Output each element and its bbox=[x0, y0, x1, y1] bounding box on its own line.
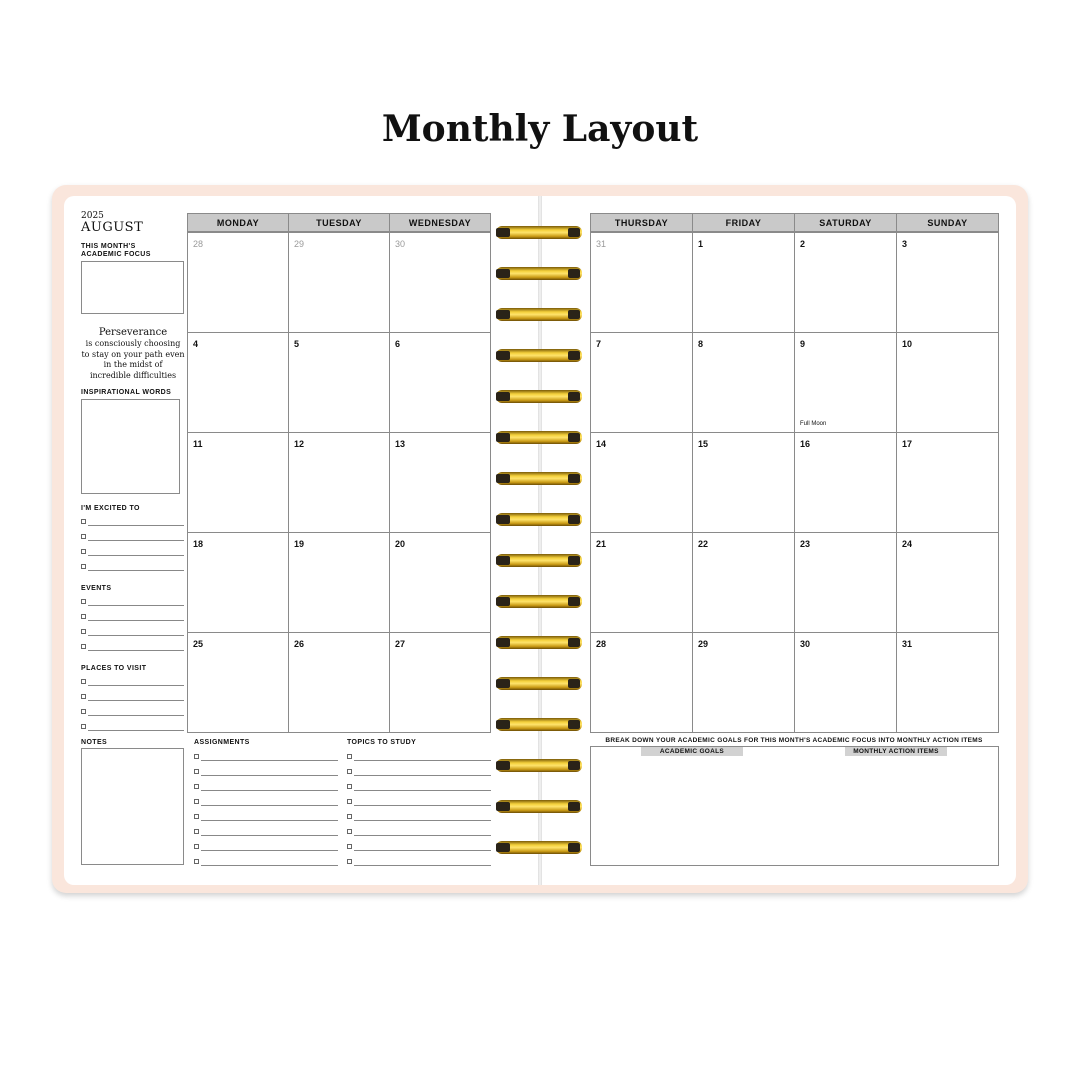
day-number: 12 bbox=[294, 439, 305, 449]
day-cell[interactable] bbox=[289, 332, 390, 432]
ring-hole bbox=[496, 515, 510, 524]
day-cell[interactable] bbox=[390, 332, 491, 432]
ring-hole bbox=[496, 351, 510, 360]
day-number: 6 bbox=[395, 339, 401, 349]
events-label: EVENTS bbox=[81, 585, 112, 592]
checklist-row[interactable] bbox=[347, 766, 491, 781]
day-cell[interactable] bbox=[188, 632, 289, 732]
day-cell[interactable] bbox=[795, 232, 897, 332]
checkbox-icon[interactable] bbox=[81, 534, 86, 539]
day-number: 31 bbox=[902, 639, 913, 649]
ring-hole bbox=[496, 228, 510, 237]
day-number: 1 bbox=[698, 239, 704, 249]
topics-to-study-label: TOPICS TO STUDY bbox=[347, 739, 417, 746]
day-number: 7 bbox=[596, 339, 602, 349]
spiral-ring bbox=[496, 595, 582, 608]
checklist-row[interactable] bbox=[194, 796, 338, 811]
day-cell[interactable] bbox=[390, 232, 491, 332]
spiral-ring bbox=[496, 472, 582, 485]
places-to-visit-checklist bbox=[81, 676, 184, 736]
ring-hole bbox=[568, 474, 580, 483]
month-label: AUGUST bbox=[81, 220, 144, 235]
day-number: 31 bbox=[596, 239, 607, 249]
checklist-row[interactable] bbox=[194, 781, 338, 796]
quote-line: is consciously choosing bbox=[85, 339, 181, 348]
checklist-row[interactable] bbox=[347, 841, 491, 856]
academic-focus-label-line1: THIS MONTH'S bbox=[81, 243, 136, 250]
day-cell[interactable] bbox=[289, 432, 390, 532]
day-cell[interactable] bbox=[390, 632, 491, 732]
checkbox-icon[interactable] bbox=[81, 629, 86, 634]
checklist-row[interactable] bbox=[194, 811, 338, 826]
day-cell[interactable] bbox=[390, 432, 491, 532]
write-line bbox=[201, 775, 338, 776]
write-line bbox=[354, 805, 491, 806]
checkbox-icon[interactable] bbox=[347, 814, 352, 819]
day-number: 20 bbox=[395, 539, 406, 549]
academic-focus-label-line2: ACADEMIC FOCUS bbox=[81, 251, 151, 258]
write-line bbox=[354, 760, 491, 761]
checklist-row[interactable] bbox=[194, 826, 338, 841]
checklist-row[interactable] bbox=[81, 676, 184, 691]
checkbox-icon[interactable] bbox=[194, 844, 199, 849]
spiral-ring bbox=[496, 677, 582, 690]
checklist-row[interactable] bbox=[194, 751, 338, 766]
weekday-label: MONDAY bbox=[188, 214, 289, 231]
spiral-ring bbox=[496, 431, 582, 444]
write-line bbox=[201, 835, 338, 836]
checklist-row[interactable] bbox=[347, 751, 491, 766]
ring-hole bbox=[496, 679, 510, 688]
excited-to-label: I'M EXCITED TO bbox=[81, 505, 140, 512]
day-number: 28 bbox=[596, 639, 607, 649]
weekday-label: SATURDAY bbox=[795, 214, 897, 231]
write-line bbox=[354, 775, 491, 776]
checkbox-icon[interactable] bbox=[194, 799, 199, 804]
topics-to-study-checklist bbox=[347, 751, 491, 871]
spiral-ring bbox=[496, 390, 582, 403]
day-number: 26 bbox=[294, 639, 305, 649]
checkbox-icon[interactable] bbox=[81, 679, 86, 684]
spiral-ring bbox=[496, 349, 582, 362]
checklist-row[interactable] bbox=[347, 826, 491, 841]
write-line bbox=[354, 835, 491, 836]
write-line bbox=[88, 555, 184, 556]
inspirational-words-label: INSPIRATIONAL WORDS bbox=[81, 389, 172, 396]
checklist-row[interactable] bbox=[81, 611, 184, 626]
write-line bbox=[88, 715, 184, 716]
checklist-row[interactable] bbox=[81, 596, 184, 611]
ring-hole bbox=[496, 720, 510, 729]
spiral-ring bbox=[496, 554, 582, 567]
ring-hole bbox=[568, 597, 580, 606]
day-number: 25 bbox=[193, 639, 204, 649]
spiral-ring bbox=[496, 841, 582, 854]
spiral-ring bbox=[496, 718, 582, 731]
day-cell[interactable] bbox=[897, 432, 999, 532]
ring-hole bbox=[568, 515, 580, 524]
checklist-row[interactable] bbox=[347, 781, 491, 796]
places-to-visit-label: PLACES TO VISIT bbox=[81, 665, 147, 672]
ring-hole bbox=[568, 392, 580, 401]
ring-hole bbox=[496, 433, 510, 442]
day-number: 15 bbox=[698, 439, 709, 449]
ring-hole bbox=[496, 761, 510, 770]
checklist-row[interactable] bbox=[81, 641, 184, 656]
weekday-header-right bbox=[590, 213, 999, 232]
day-number: 14 bbox=[596, 439, 607, 449]
ring-hole bbox=[496, 310, 510, 319]
weekday-label: TUESDAY bbox=[289, 214, 390, 231]
day-number: 8 bbox=[698, 339, 704, 349]
ring-hole bbox=[496, 556, 510, 565]
write-line bbox=[88, 525, 184, 526]
day-cell[interactable] bbox=[693, 532, 795, 632]
day-number: 5 bbox=[294, 339, 300, 349]
day-number: 29 bbox=[294, 239, 305, 249]
day-number: 9 bbox=[800, 339, 806, 349]
spiral-ring bbox=[496, 800, 582, 813]
spiral-ring bbox=[496, 513, 582, 526]
day-number: 23 bbox=[800, 539, 811, 549]
write-line bbox=[88, 605, 184, 606]
checklist-row[interactable] bbox=[81, 531, 184, 546]
notes-label: NOTES bbox=[81, 739, 108, 746]
day-cell[interactable] bbox=[897, 632, 999, 732]
excited-to-checklist bbox=[81, 516, 184, 576]
day-number: 21 bbox=[596, 539, 607, 549]
checklist-row[interactable] bbox=[194, 766, 338, 781]
checklist-row[interactable] bbox=[81, 691, 184, 706]
checklist-row[interactable] bbox=[81, 516, 184, 531]
day-number: 29 bbox=[698, 639, 709, 649]
write-line bbox=[201, 850, 338, 851]
inspirational-words-box[interactable] bbox=[81, 399, 180, 494]
academic-focus-label bbox=[81, 243, 151, 259]
checkbox-icon[interactable] bbox=[81, 724, 86, 729]
spiral-ring bbox=[496, 267, 582, 280]
events-checklist bbox=[81, 596, 184, 656]
write-line bbox=[88, 620, 184, 621]
day-cell[interactable] bbox=[897, 532, 999, 632]
quote-line: in the midst of bbox=[103, 360, 163, 369]
day-cell[interactable] bbox=[897, 332, 999, 432]
ring-hole bbox=[568, 761, 580, 770]
checkbox-icon[interactable] bbox=[194, 814, 199, 819]
ring-hole bbox=[568, 638, 580, 647]
day-number: 2 bbox=[800, 239, 806, 249]
checklist-row[interactable] bbox=[347, 796, 491, 811]
ring-hole bbox=[568, 720, 580, 729]
day-cell[interactable] bbox=[795, 532, 897, 632]
checkbox-icon[interactable] bbox=[81, 549, 86, 554]
write-line bbox=[201, 865, 338, 866]
checkbox-icon[interactable] bbox=[81, 644, 86, 649]
ring-hole bbox=[496, 843, 510, 852]
checklist-row[interactable] bbox=[81, 706, 184, 721]
academic-goals-label: ACADEMIC GOALS bbox=[641, 747, 743, 756]
day-number: 11 bbox=[193, 439, 203, 449]
checklist-row[interactable] bbox=[194, 841, 338, 856]
day-cell[interactable] bbox=[591, 332, 693, 432]
write-line bbox=[88, 730, 184, 731]
ring-hole bbox=[568, 433, 580, 442]
spiral-ring bbox=[496, 636, 582, 649]
day-number: 30 bbox=[800, 639, 811, 649]
day-cell[interactable] bbox=[188, 432, 289, 532]
year-label: 2025 bbox=[81, 211, 104, 221]
quote-block bbox=[81, 327, 185, 381]
assignments-checklist bbox=[194, 751, 338, 871]
quote-line: to stay on your path even bbox=[81, 349, 185, 359]
write-line bbox=[88, 650, 184, 651]
assignments-label: ASSIGNMENTS bbox=[194, 739, 250, 746]
ring-hole bbox=[496, 638, 510, 647]
day-number: 24 bbox=[902, 539, 913, 549]
day-cell[interactable] bbox=[188, 532, 289, 632]
checkbox-icon[interactable] bbox=[81, 614, 86, 619]
day-cell[interactable] bbox=[289, 632, 390, 732]
checkbox-icon[interactable] bbox=[81, 564, 86, 569]
day-cell[interactable] bbox=[390, 532, 491, 632]
weekday-label: WEDNESDAY bbox=[408, 218, 472, 228]
checkbox-icon[interactable] bbox=[347, 844, 352, 849]
page-title: Monthly Layout bbox=[381, 108, 699, 150]
day-cell[interactable] bbox=[591, 232, 693, 332]
checklist-row[interactable] bbox=[347, 811, 491, 826]
checkbox-icon[interactable] bbox=[194, 829, 199, 834]
day-number: 10 bbox=[902, 339, 913, 349]
day-cell[interactable] bbox=[897, 232, 999, 332]
calendar-grid-left bbox=[187, 232, 491, 733]
day-number: 22 bbox=[698, 539, 709, 549]
checklist-row[interactable] bbox=[347, 856, 491, 871]
ring-hole bbox=[568, 802, 580, 811]
weekday-label: SUNDAY bbox=[927, 218, 968, 228]
day-cell[interactable] bbox=[188, 232, 289, 332]
day-note: Full Moon bbox=[800, 421, 827, 427]
day-cell[interactable] bbox=[795, 632, 897, 732]
write-line bbox=[201, 790, 338, 791]
day-cell[interactable] bbox=[693, 232, 795, 332]
day-cell[interactable] bbox=[795, 332, 897, 432]
day-number: 30 bbox=[395, 239, 406, 249]
ring-hole bbox=[496, 597, 510, 606]
checkbox-icon[interactable] bbox=[81, 709, 86, 714]
write-line bbox=[88, 540, 184, 541]
ring-hole bbox=[568, 269, 580, 278]
goals-box[interactable] bbox=[590, 746, 999, 866]
write-line bbox=[88, 685, 184, 686]
checkbox-icon[interactable] bbox=[347, 754, 352, 759]
write-line bbox=[88, 635, 184, 636]
write-line bbox=[201, 760, 338, 761]
day-number: 28 bbox=[193, 239, 204, 249]
write-line bbox=[354, 790, 491, 791]
day-number: 27 bbox=[395, 639, 406, 649]
day-number: 19 bbox=[294, 539, 305, 549]
ring-hole bbox=[568, 556, 580, 565]
ring-hole bbox=[496, 474, 510, 483]
checkbox-icon[interactable] bbox=[194, 769, 199, 774]
checkbox-icon[interactable] bbox=[81, 519, 86, 524]
write-line bbox=[354, 865, 491, 866]
checkbox-icon[interactable] bbox=[347, 799, 352, 804]
page-gutter bbox=[538, 196, 542, 885]
weekday-header-left bbox=[187, 213, 491, 232]
ring-hole bbox=[568, 351, 580, 360]
checkbox-icon[interactable] bbox=[194, 754, 199, 759]
day-number: 17 bbox=[902, 439, 913, 449]
quote-title: Perseverance bbox=[98, 327, 168, 338]
day-cell[interactable] bbox=[693, 632, 795, 732]
ring-hole bbox=[568, 310, 580, 319]
ring-hole bbox=[568, 679, 580, 688]
goals-caption: BREAK DOWN YOUR ACADEMIC GOALS FOR THIS MONTH'S ACADEMIC FOCUS INTO MONTHLY ACTION ITEMS bbox=[605, 737, 983, 744]
write-line bbox=[88, 570, 184, 571]
checklist-row[interactable] bbox=[81, 561, 184, 576]
write-line bbox=[88, 700, 184, 701]
day-cell[interactable] bbox=[188, 332, 289, 432]
day-number: 3 bbox=[902, 239, 908, 249]
checkbox-icon[interactable] bbox=[347, 829, 352, 834]
ring-hole bbox=[568, 843, 580, 852]
checkbox-icon[interactable] bbox=[347, 769, 352, 774]
day-cell[interactable] bbox=[289, 232, 390, 332]
ring-hole bbox=[496, 802, 510, 811]
checklist-row[interactable] bbox=[81, 626, 184, 641]
checkbox-icon[interactable] bbox=[81, 599, 86, 604]
checkbox-icon[interactable] bbox=[347, 859, 352, 864]
spiral-ring bbox=[496, 308, 582, 321]
weekday-label: FRIDAY bbox=[693, 214, 795, 231]
write-line bbox=[354, 820, 491, 821]
spiral-ring bbox=[496, 759, 582, 772]
day-number: 13 bbox=[395, 439, 406, 449]
notes-box[interactable] bbox=[81, 748, 184, 865]
checkbox-icon[interactable] bbox=[81, 694, 86, 699]
checkbox-icon[interactable] bbox=[194, 784, 199, 789]
quote-line: incredible difficulties bbox=[89, 370, 177, 380]
ring-hole bbox=[496, 392, 510, 401]
calendar-grid-right bbox=[590, 232, 999, 733]
checklist-row[interactable] bbox=[194, 856, 338, 871]
checkbox-icon[interactable] bbox=[347, 784, 352, 789]
checklist-row[interactable] bbox=[81, 546, 184, 561]
checklist-row[interactable] bbox=[81, 721, 184, 736]
day-cell[interactable] bbox=[591, 532, 693, 632]
day-number: 4 bbox=[193, 339, 199, 349]
write-line bbox=[201, 820, 338, 821]
weekday-label: THURSDAY bbox=[591, 214, 693, 231]
day-cell[interactable] bbox=[693, 432, 795, 532]
ring-hole bbox=[496, 269, 510, 278]
write-line bbox=[354, 850, 491, 851]
monthly-action-items-label: MONTHLY ACTION ITEMS bbox=[845, 747, 947, 756]
day-cell[interactable] bbox=[795, 432, 897, 532]
day-cell[interactable] bbox=[591, 432, 693, 532]
day-number: 16 bbox=[800, 439, 811, 449]
spiral-ring bbox=[496, 226, 582, 239]
day-cell[interactable] bbox=[591, 632, 693, 732]
day-cell[interactable] bbox=[289, 532, 390, 632]
day-cell[interactable] bbox=[693, 332, 795, 432]
checkbox-icon[interactable] bbox=[194, 859, 199, 864]
academic-focus-box[interactable] bbox=[81, 261, 184, 314]
day-number: 18 bbox=[193, 539, 204, 549]
ring-hole bbox=[568, 228, 580, 237]
write-line bbox=[201, 805, 338, 806]
